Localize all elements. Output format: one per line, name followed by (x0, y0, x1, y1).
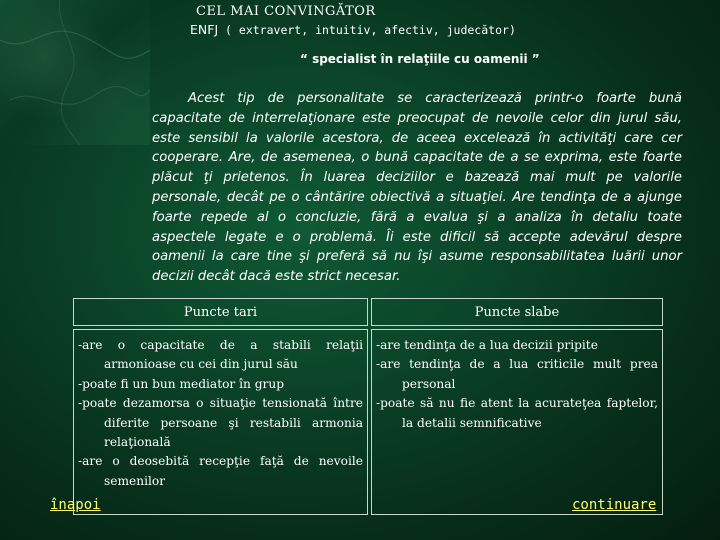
personality-type-line (190, 22, 516, 37)
strength-item: -are o deosebită recepţie faţă de nevoile semenilor (78, 454, 363, 488)
strength-item: -are o capacitate de a stabili relaţii armonioase cu cei din jurul său (78, 338, 363, 372)
type-open: ( (218, 23, 239, 37)
tagline: “ specialist în relaţiile cu oamenii ” (300, 52, 540, 66)
table-header-row (73, 298, 663, 326)
type-close: ) (508, 23, 516, 37)
table-row (73, 329, 663, 515)
strength-item: -poate dezamorsa o situaţie tensionată între diferite persoane şi restabili armonia relaţională (78, 396, 363, 450)
header-weaknesses: Puncte slabe (371, 298, 663, 326)
type-code: ENFJ (190, 22, 219, 37)
page-title: CEL MAI CONVINGĂTOR (196, 4, 376, 19)
weakness-item: -are tendinţa de a lua decizii pripite (376, 338, 598, 352)
description-paragraph: Acest tip de personalitate se caracterizează printr-o foarte bună capacitate de interrelaţionare este preocupat de nevoile celor din jurul său, este sensibil la valorile acestora, de aceea excelează în activităţi care cer cooperare. Are, de asemenea, o bună capacitate de a se exprima, este foarte plăcut ţi prietenos. În luarea deciziilor e bazează mai mult pe valorile personale, decât pe o cântărire obiectivă a situaţiei. Are tendinţa de a ajunge foarte repede al o concluzie, fără a evalua şi a analiza în detaliu toate aspectele legate e o problemă. Îi este dificil să accepte adevărul despre oamenii la care tine şi preferă să nu îşi asume responsabilitatea luării unor decizii decât dacă este strict necesar. (152, 91, 682, 285)
marble-veins (0, 0, 150, 145)
weaknesses-cell (371, 329, 663, 515)
back-link[interactable]: înapoi (50, 497, 101, 513)
strengths-weaknesses-table (70, 295, 666, 518)
header-strengths: Puncte tari (73, 298, 368, 326)
strengths-cell (73, 329, 368, 515)
weakness-item: -poate să nu fie atent la acurateţea faptelor, la detalii semnificative (376, 396, 658, 430)
marble-decoration (0, 0, 150, 145)
continue-link[interactable]: continuare (572, 497, 657, 513)
weakness-item: -are tendinţa de a lua criticile mult prea personal (376, 357, 658, 391)
type-traits: extravert, intuitiv, afectiv, judecător (238, 23, 509, 37)
strength-item: -poate fi un bun mediator în grup (78, 376, 285, 391)
